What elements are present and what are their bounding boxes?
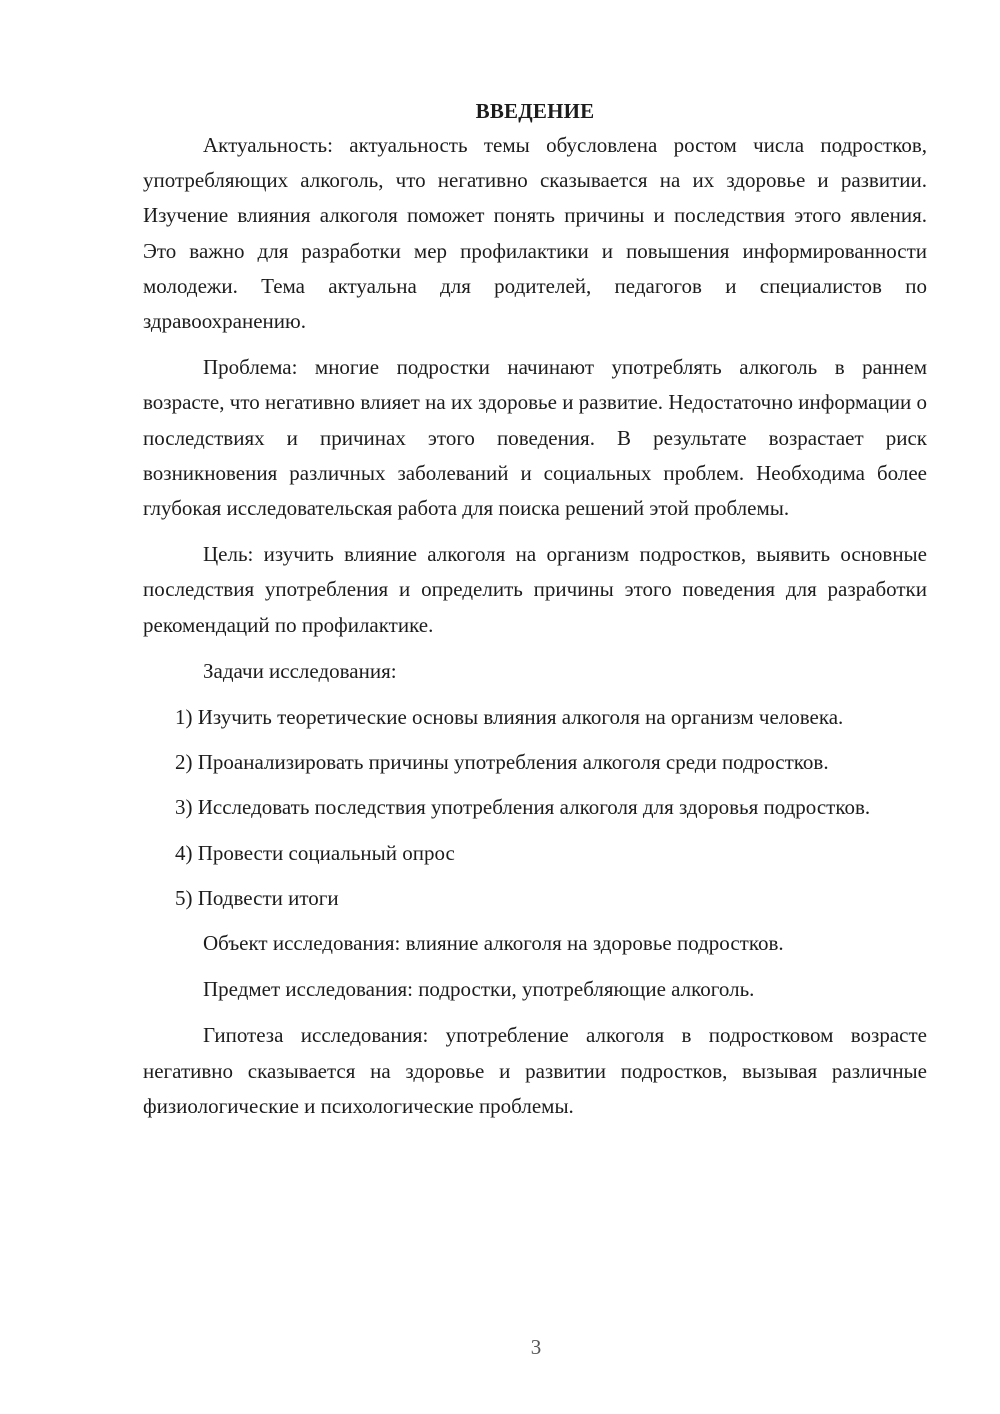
relevance-paragraph: Актуальность: актуальность темы обусловлена ростом числа подростков, употребляющих алкоголь, что негативно сказывается на их здоровье и развитии. Изучение влияния алкоголя поможет понять причины и последствия этого явления. Это важно для разработки мер профилактики и повышения информированности молодежи. Тема актуальна для родителей, педагогов и специалистов по здравоохранению.	[143, 133, 927, 334]
tasks-heading: Задачи исследования:	[203, 658, 397, 683]
page-content	[143, 94, 927, 1135]
task-item-2: 2) Проанализировать причины употребления алкоголя среди подростков.	[175, 750, 829, 775]
hypothesis-paragraph: Гипотеза исследования: употребление алкоголя в подростковом возрасте негативно сказывается на здоровье и развитии подростков, вызывая различные физиологические и психологические проблемы.	[143, 1023, 927, 1118]
task-item-5: 5) Подвести итоги	[175, 885, 339, 910]
page-number: 3	[530, 1335, 542, 1359]
task-item-4: 4) Провести социальный опрос	[175, 840, 455, 865]
section-heading: ВВЕДЕНИЕ	[475, 99, 595, 123]
problem-paragraph: Проблема: многие подростки начинают употреблять алкоголь в раннем возрасте, что негативно влияет на их здоровье и развитие. Недостаточно информации о последствиях и причинах этого поведения. В результате возрастает риск возникновения различных заболеваний и социальных проблем. Необходима более глубокая исследовательская работа для поиска решений этой проблемы.	[143, 355, 927, 521]
subject-paragraph: Предмет исследования: подростки, употребляющие алкоголь.	[203, 977, 755, 1002]
task-item-3: 3) Исследовать последствия употребления алкоголя для здоровья подростков.	[175, 795, 871, 820]
goal-paragraph: Цель: изучить влияние алкоголя на организм подростков, выявить основные последствия употребления и определить причины этого поведения для разработки рекомендаций по профилактике.	[143, 542, 927, 637]
task-item-1: 1) Изучить теоретические основы влияния алкоголя на организм человека.	[175, 705, 844, 730]
object-paragraph: Объект исследования: влияние алкоголя на здоровье подростков.	[203, 931, 784, 956]
